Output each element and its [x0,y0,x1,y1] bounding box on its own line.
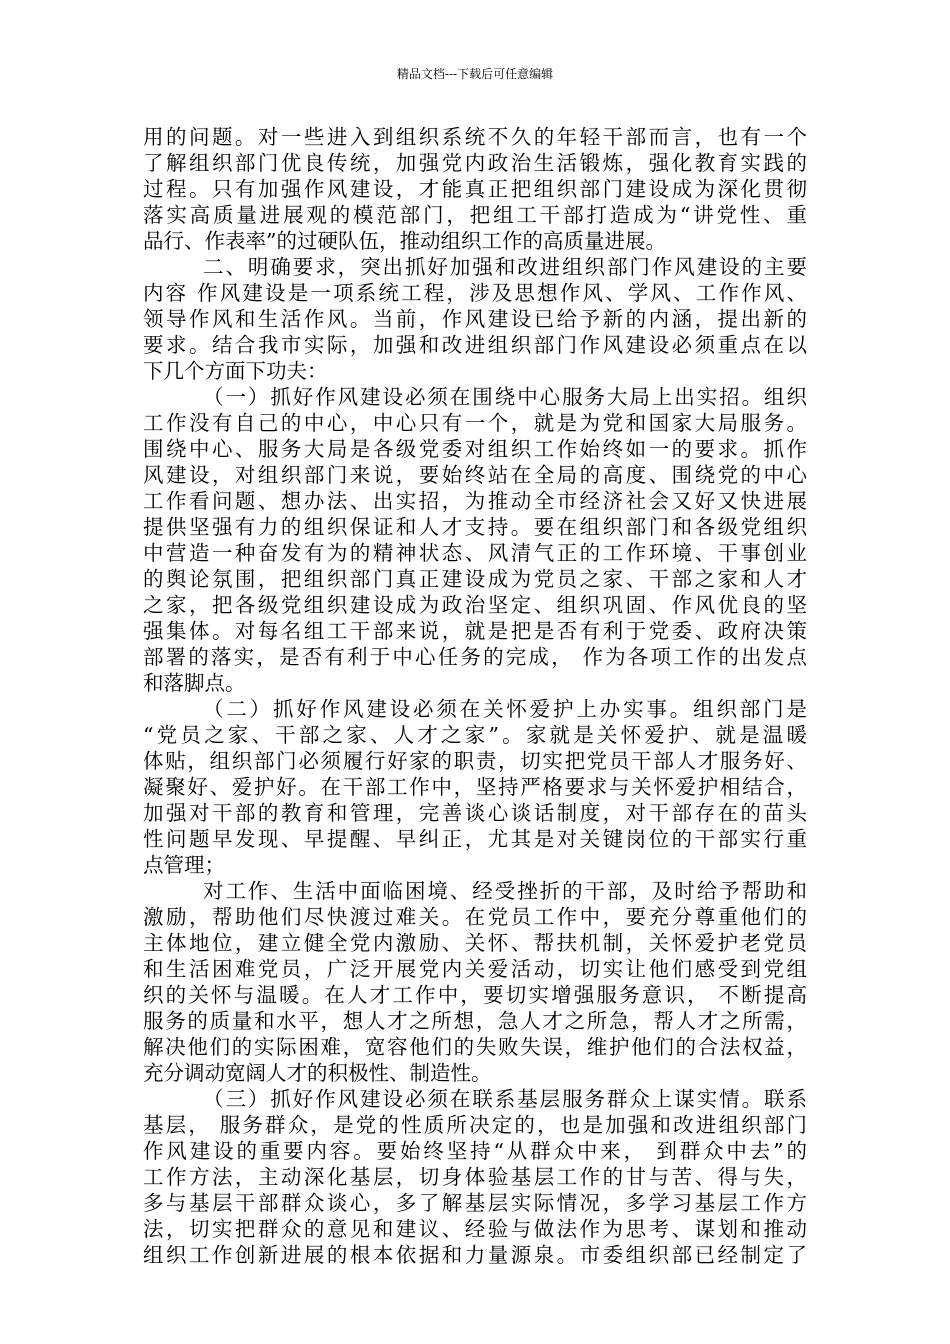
text-line: 落实高质量进展观的模范部门，把组工干部打造成为“讲党性、重 [143,203,807,227]
text-line: 内容 作风建设是一项系统工程，涉及思想作风、学风、工作作风、 [143,281,807,305]
text-line: 主体地位，建立健全党内激励、关怀、帮扶机制，关怀爱护老党员 [143,931,807,955]
text-line: 用的问题。对一些进入到组织系统不久的年轻干部而言，也有一个 [143,125,807,149]
text-line: 围绕中心、服务大局是各级党委对组织工作始终如一的要求。抓作 [143,437,807,461]
text-line: 之家，把各级党组织建设成为政治坚定、组织巩固、作风优良的坚 [143,593,807,617]
text-line: 点管理； [143,853,225,877]
text-line: 品行、作表率”的过硬队伍，推动组织工作的高质量进展。 [143,229,666,253]
text-line: 下几个方面下功夫： [143,359,328,383]
text-line: 和生活困难党员，广泛开展党内关爱活动，切实让他们感受到党组 [143,957,807,981]
text-line: 工作方法，主动深化基层，切身体验基层工作的甘与苦、得与失， [143,1165,807,1189]
text-line: 激励，帮助他们尽快渡过难关。在党员工作中，要充分尊重他们的 [143,905,807,929]
text-line: 体贴，组织部门必须履行好家的职责，切实把党员干部人才服务好、 [143,749,807,773]
paragraph-start: 对工作、生活中面临困境、经受挫折的干部，及时给予帮助和 [203,879,807,903]
text-line: 服务的质量和水平，想人才之所想，急人才之所急，帮人才之所需， [143,1009,807,1033]
text-line: 风建设，对组织部门来说，要始终站在全局的高度、围绕党的中心 [143,463,807,487]
paragraph-heading: （二）抓好作风建设必须在关怀爱护上办实事。组织部门是 [203,697,807,721]
paragraph-heading: （一）抓好作风建设必须在围绕中心服务大局上出实招。组织 [203,385,807,409]
text-line: 和落脚点。 [143,671,246,695]
text-line: 过程。只有加强作风建设，才能真正把组织部门建设成为深化贯彻 [143,177,807,201]
text-line: 作风建设的重要内容。要始终坚持“从群众中来， 到群众中去”的 [143,1139,807,1163]
text-line: 工作没有自己的中心，中心只有一个，就是为党和国家大局服务。 [143,411,807,435]
text-line: 基层， 服务群众，是党的性质所决定的，也是加强和改进组织部门 [143,1113,807,1137]
text-line: 多与基层干部群众谈心，多了解基层实际情况，多学习基层工作方 [143,1191,807,1215]
text-line: 织的关怀与温暖。在人才工作中，要切实增强服务意识， 不断提高 [143,983,807,1007]
document-body [143,124,807,1268]
text-line: 中营造一种奋发有为的精神状态、风清气正的工作环境、干事创业 [143,541,807,565]
text-line: 凝聚好、爱护好。在干部工作中，坚持严格要求与关怀爱护相结合， [143,775,807,799]
page-header: 精品文档---下载后可任意编辑 [396,67,554,81]
text-line: 强集体。对每名组工干部来说，就是把是否有利于党委、政府决策 [143,619,807,643]
text-line: 性问题早发现、早提醒、早纠正，尤其是对关键岗位的干部实行重 [143,827,807,851]
text-line: 充分调动宽阔人才的积极性、制造性。 [143,1061,492,1085]
text-line: “党员之家、干部之家、人才之家”。家就是关怀爱护、就是温暖 [143,723,807,747]
text-line: 的舆论氛围，把组织部门真正建设成为党员之家、干部之家和人才 [143,567,807,591]
text-line: 法，切实把群众的意见和建议、经验与做法作为思考、谋划和推动 [143,1217,807,1241]
paragraph-heading: 二、明确要求，突出抓好加强和改进组织部门作风建设的主要 [203,255,807,279]
text-line: 加强对干部的教育和管理，完善谈心谈话制度，对干部存在的苗头 [143,801,807,825]
text-line: 解决他们的实际困难，宽容他们的失败失误，维护他们的合法权益， [143,1035,807,1059]
text-line: 部署的落实，是否有利于中心任务的完成， 作为各项工作的出发点 [143,645,807,669]
text-line: 了解组织部门优良传统，加强党内政治生活锻炼，强化教育实践的 [143,151,807,175]
text-line: 领导作风和生活作风。当前，作风建设已给予新的内涵，提出新的 [143,307,807,331]
text-line: 组织工作创新进展的根本依据和力量源泉。市委组织部已经制定了 [143,1243,807,1267]
paragraph-heading: （三）抓好作风建设必须在联系基层服务群众上谋实情。联系 [203,1087,807,1111]
text-line: 要求。结合我市实际，加强和改进组织部门作风建设必须重点在以 [143,333,807,357]
text-line: 提供坚强有力的组织保证和人才支持。要在组织部门和各级党组织 [143,515,807,539]
text-line: 工作看问题、想办法、出实招，为推动全市经济社会又好又快进展 [143,489,807,513]
